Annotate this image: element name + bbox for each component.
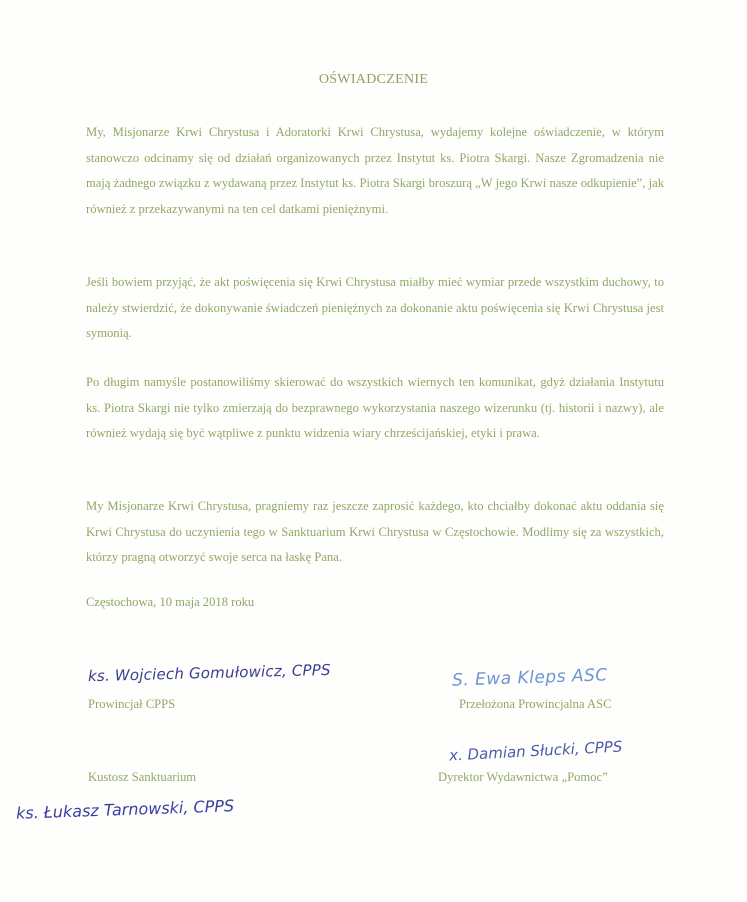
paragraph-2: Jeśli bowiem przyjąć, że akt poświęcenia się Krwi Chrystusa miałby mieć wymiar przede wszystkim duchowy, to należy stwierdzić, że dokonywanie świadczeń pieniężnych za dokonanie aktu poświęcenia się Krwi Chrystusa jest symonią. [86, 275, 664, 340]
paragraph-3: Po długim namyśle postanowiliśmy skierować do wszystkich wiernych ten komunikat, gdyż działania Instytutu ks. Piotra Skargi nie tylko zmierzają do bezprawnego wykorzystania naszego wizerunku (tj. historii i nazwy), ale również wydają się być wątpliwe z punktu widzenia wiary chrześcijańskiej, etyki i prawa. [86, 375, 664, 440]
place-and-date: Częstochowa, 10 maja 2018 roku [86, 595, 255, 609]
role-custodian: Kustosz Sanktuarium [88, 770, 197, 784]
signature-provincial: ks. Wojciech Gomułowicz, CPPS [87, 660, 331, 686]
document-title: OŚWIADCZENIE [318, 72, 429, 87]
signature-director: x. Damian Słucki, CPPS [448, 737, 623, 765]
paragraph-4: My Misjonarze Krwi Chrystusa, pragniemy raz jeszcze zaprosić każdego, kto chciałby dokonać aktu oddania się Krwi Chrystusa do uczynienia tego w Sanktuarium Krwi Chrystusa w Częstochowie. Modlimy się za wszystkich, którzy pragną otworzyć swoje serca na łaskę Pana. [86, 499, 664, 564]
paragraph-1: My, Misjonarze Krwi Chrystusa i Adoratorki Krwi Chrystusa, wydajemy kolejne oświadczenie, w którym stanowczo odcinamy się od działań organizowanych przez Instytut ks. Piotra Skargi. Nasze Zgromadzenia nie mają żadnego związku z wydawaną przez Instytut ks. Piotra Skargi broszurą „W jego Krwi nasze odkupienie”, jak również z przekazywanymi na ten cel datkami pieniężnymi. [86, 125, 664, 216]
role-provincial: Prowincjał CPPS [88, 697, 176, 711]
role-superior: Przełożona Prowincjalna ASC [459, 697, 612, 711]
role-director: Dyrektor Wydawnictwa „Pomoc” [438, 770, 608, 784]
signature-custodian: ks. Łukasz Tarnowski, CPPS [15, 796, 235, 823]
signature-superior: S. Ewa Kleps ASC [451, 665, 609, 691]
